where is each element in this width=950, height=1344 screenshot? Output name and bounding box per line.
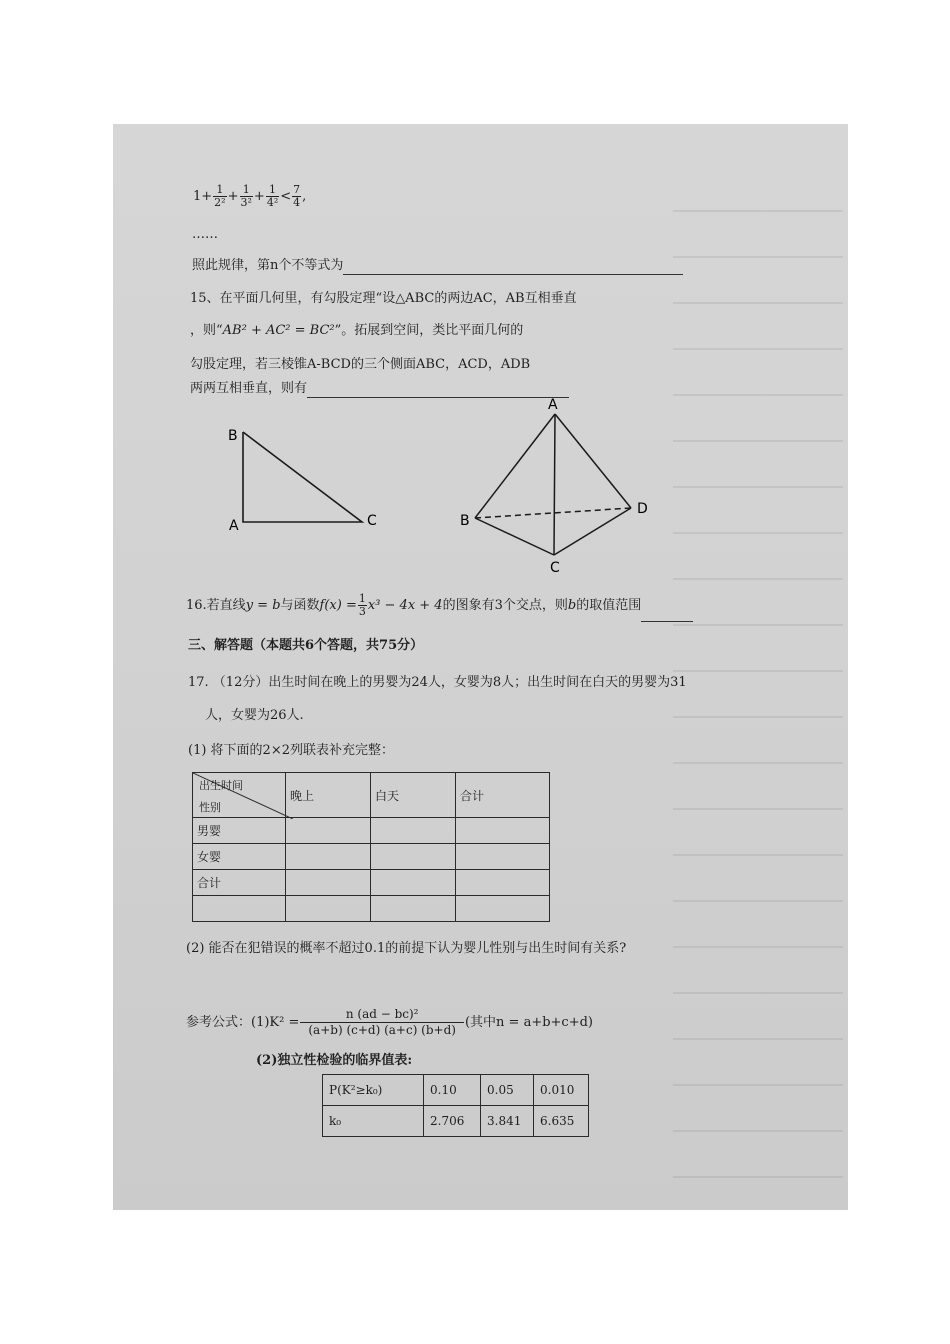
table-row: [323, 1106, 589, 1137]
q16-line: [186, 590, 693, 622]
input-cell[interactable]: [371, 870, 456, 896]
q15-line-1: 15、在平面几何里，有勾股定理“设△ABC的两边AC，AB互相垂直: [190, 291, 577, 306]
formula-numerator: n (ad − bc)²: [300, 1007, 464, 1023]
bleed-through-texture: [673, 184, 843, 1184]
plus-sign: +: [227, 189, 239, 204]
row-label-total: 合计: [193, 870, 286, 896]
answer-blank-16: [641, 607, 693, 622]
q16-mid-text: 与函数: [280, 598, 320, 613]
k0-value: 3.841: [481, 1106, 534, 1137]
diagonal-header-cell: [193, 773, 286, 818]
q17-part-1: (1) 将下面的2×2列联表补充完整：: [188, 743, 394, 758]
k0-value: 2.706: [424, 1106, 481, 1137]
input-cell[interactable]: [286, 896, 371, 922]
tetra-label-d: D: [637, 501, 648, 517]
critical-value-table: [322, 1074, 589, 1137]
input-cell[interactable]: [456, 896, 550, 922]
input-cell[interactable]: [371, 818, 456, 844]
ellipsis-line: ……: [192, 227, 218, 242]
section-heading: 三、解答题（本题共6个答题，共75分）: [188, 638, 424, 653]
q15-line-4: [190, 380, 569, 398]
ineq-frac-2: $\frac{1}{\text{3²}}$: [240, 183, 252, 209]
input-cell[interactable]: [286, 818, 371, 844]
q16-range-text: 的取值范围: [576, 598, 642, 613]
less-than-sign: <: [280, 189, 292, 204]
table-row: [193, 818, 550, 844]
q16-number: 16.若直线: [186, 598, 246, 613]
prob-value: 0.10: [424, 1075, 481, 1106]
polynomial: x³ − 4x + 4: [367, 598, 443, 613]
k0-label: k₀: [323, 1106, 424, 1137]
reference-formula: [186, 1006, 593, 1040]
pythagoras-formula: AB² + AC² = BC²: [222, 323, 335, 338]
prob-value: 0.010: [534, 1075, 589, 1106]
ineq-frac-1: $\frac{1}{\text{2²}}$: [214, 183, 226, 209]
triangle-label-a: A: [229, 518, 239, 534]
input-cell[interactable]: [371, 844, 456, 870]
input-cell[interactable]: [286, 870, 371, 896]
formula-label: 参考公式：(1)K² =: [186, 1015, 300, 1030]
tetra-label-b: B: [460, 513, 470, 529]
table-header-row: [193, 773, 550, 818]
coef-frac: $\frac{1}{3}$: [358, 592, 366, 618]
rule-prompt: [192, 257, 683, 275]
ineq-lead: 1+: [193, 189, 213, 204]
function-name: f(x) =: [319, 598, 357, 613]
q15-lead: 两两互相垂直，则有: [190, 381, 308, 396]
prob-value: 0.05: [481, 1075, 534, 1106]
triangle-label-b: B: [228, 428, 238, 444]
input-cell[interactable]: [456, 844, 550, 870]
tetra-label-c: C: [550, 560, 560, 576]
param-b: b: [567, 598, 577, 613]
answer-blank-14: [343, 260, 683, 275]
q17-line-1: 17. （12分）出生时间在晚上的男婴为24人，女婴为8人；出生时间在白天的男婴为31: [188, 675, 687, 690]
k0-value: 6.635: [534, 1106, 589, 1137]
formula-note: (其中n = a+b+c+d): [464, 1015, 593, 1030]
row-label-empty: [193, 896, 286, 922]
q15-extend-text: ”。拓展到空间，类比平面几何的: [334, 323, 524, 338]
input-cell[interactable]: [371, 896, 456, 922]
critical-table-title: (2)独立性检验的临界值表:: [256, 1053, 413, 1068]
header-night: 晚上: [286, 773, 371, 818]
table-row: [193, 896, 550, 922]
diag-header-bottom: 性别: [199, 801, 221, 814]
answer-blank-15: [307, 383, 569, 398]
rule-text: 照此规律，第n个不等式为: [192, 258, 344, 273]
q17-part-2: (2) 能否在犯错误的概率不超过0.1的前提下认为婴儿性别与出生时间有关系?: [186, 941, 627, 956]
q15-open-quote: ，则“: [190, 323, 223, 338]
q15-line-3: 勾股定理，若三棱锥A-BCD的三个侧面ABC，ACD，ADB: [190, 357, 531, 372]
prob-label: P(K²≥k₀): [323, 1075, 424, 1106]
ineq-frac-3: $\frac{1}{\text{4²}}$: [266, 183, 279, 209]
k-squared-fraction: [300, 1007, 464, 1038]
table-row: [193, 844, 550, 870]
line-equation: y = b: [245, 598, 281, 613]
input-cell[interactable]: [456, 818, 550, 844]
header-total: 合计: [456, 773, 550, 818]
q15-line-2: [190, 322, 523, 340]
q16-suffix: 的图象有3个交点，则: [442, 598, 568, 613]
diag-header-top: 出生时间: [199, 779, 243, 792]
input-cell[interactable]: [456, 870, 550, 896]
input-cell[interactable]: [286, 844, 371, 870]
tetra-label-a: A: [548, 397, 558, 413]
row-label-boys: 男婴: [193, 818, 286, 844]
row-label-girls: 女婴: [193, 844, 286, 870]
table-row: [193, 870, 550, 896]
ineq-frac-4: $\frac{7}{4}$: [293, 183, 301, 209]
inequality-line: [193, 180, 306, 214]
ineq-comma: ,: [302, 189, 307, 204]
q17-line-2: 人，女婴为26人.: [205, 708, 304, 723]
table-row: [323, 1075, 589, 1106]
triangle-label-c: C: [367, 513, 377, 529]
contingency-table: [192, 772, 550, 922]
header-day: 白天: [371, 773, 456, 818]
paper-sheet: [113, 124, 848, 1210]
plus-sign: +: [253, 189, 265, 204]
formula-denominator: (a+b) (c+d) (a+c) (b+d): [308, 1023, 456, 1037]
